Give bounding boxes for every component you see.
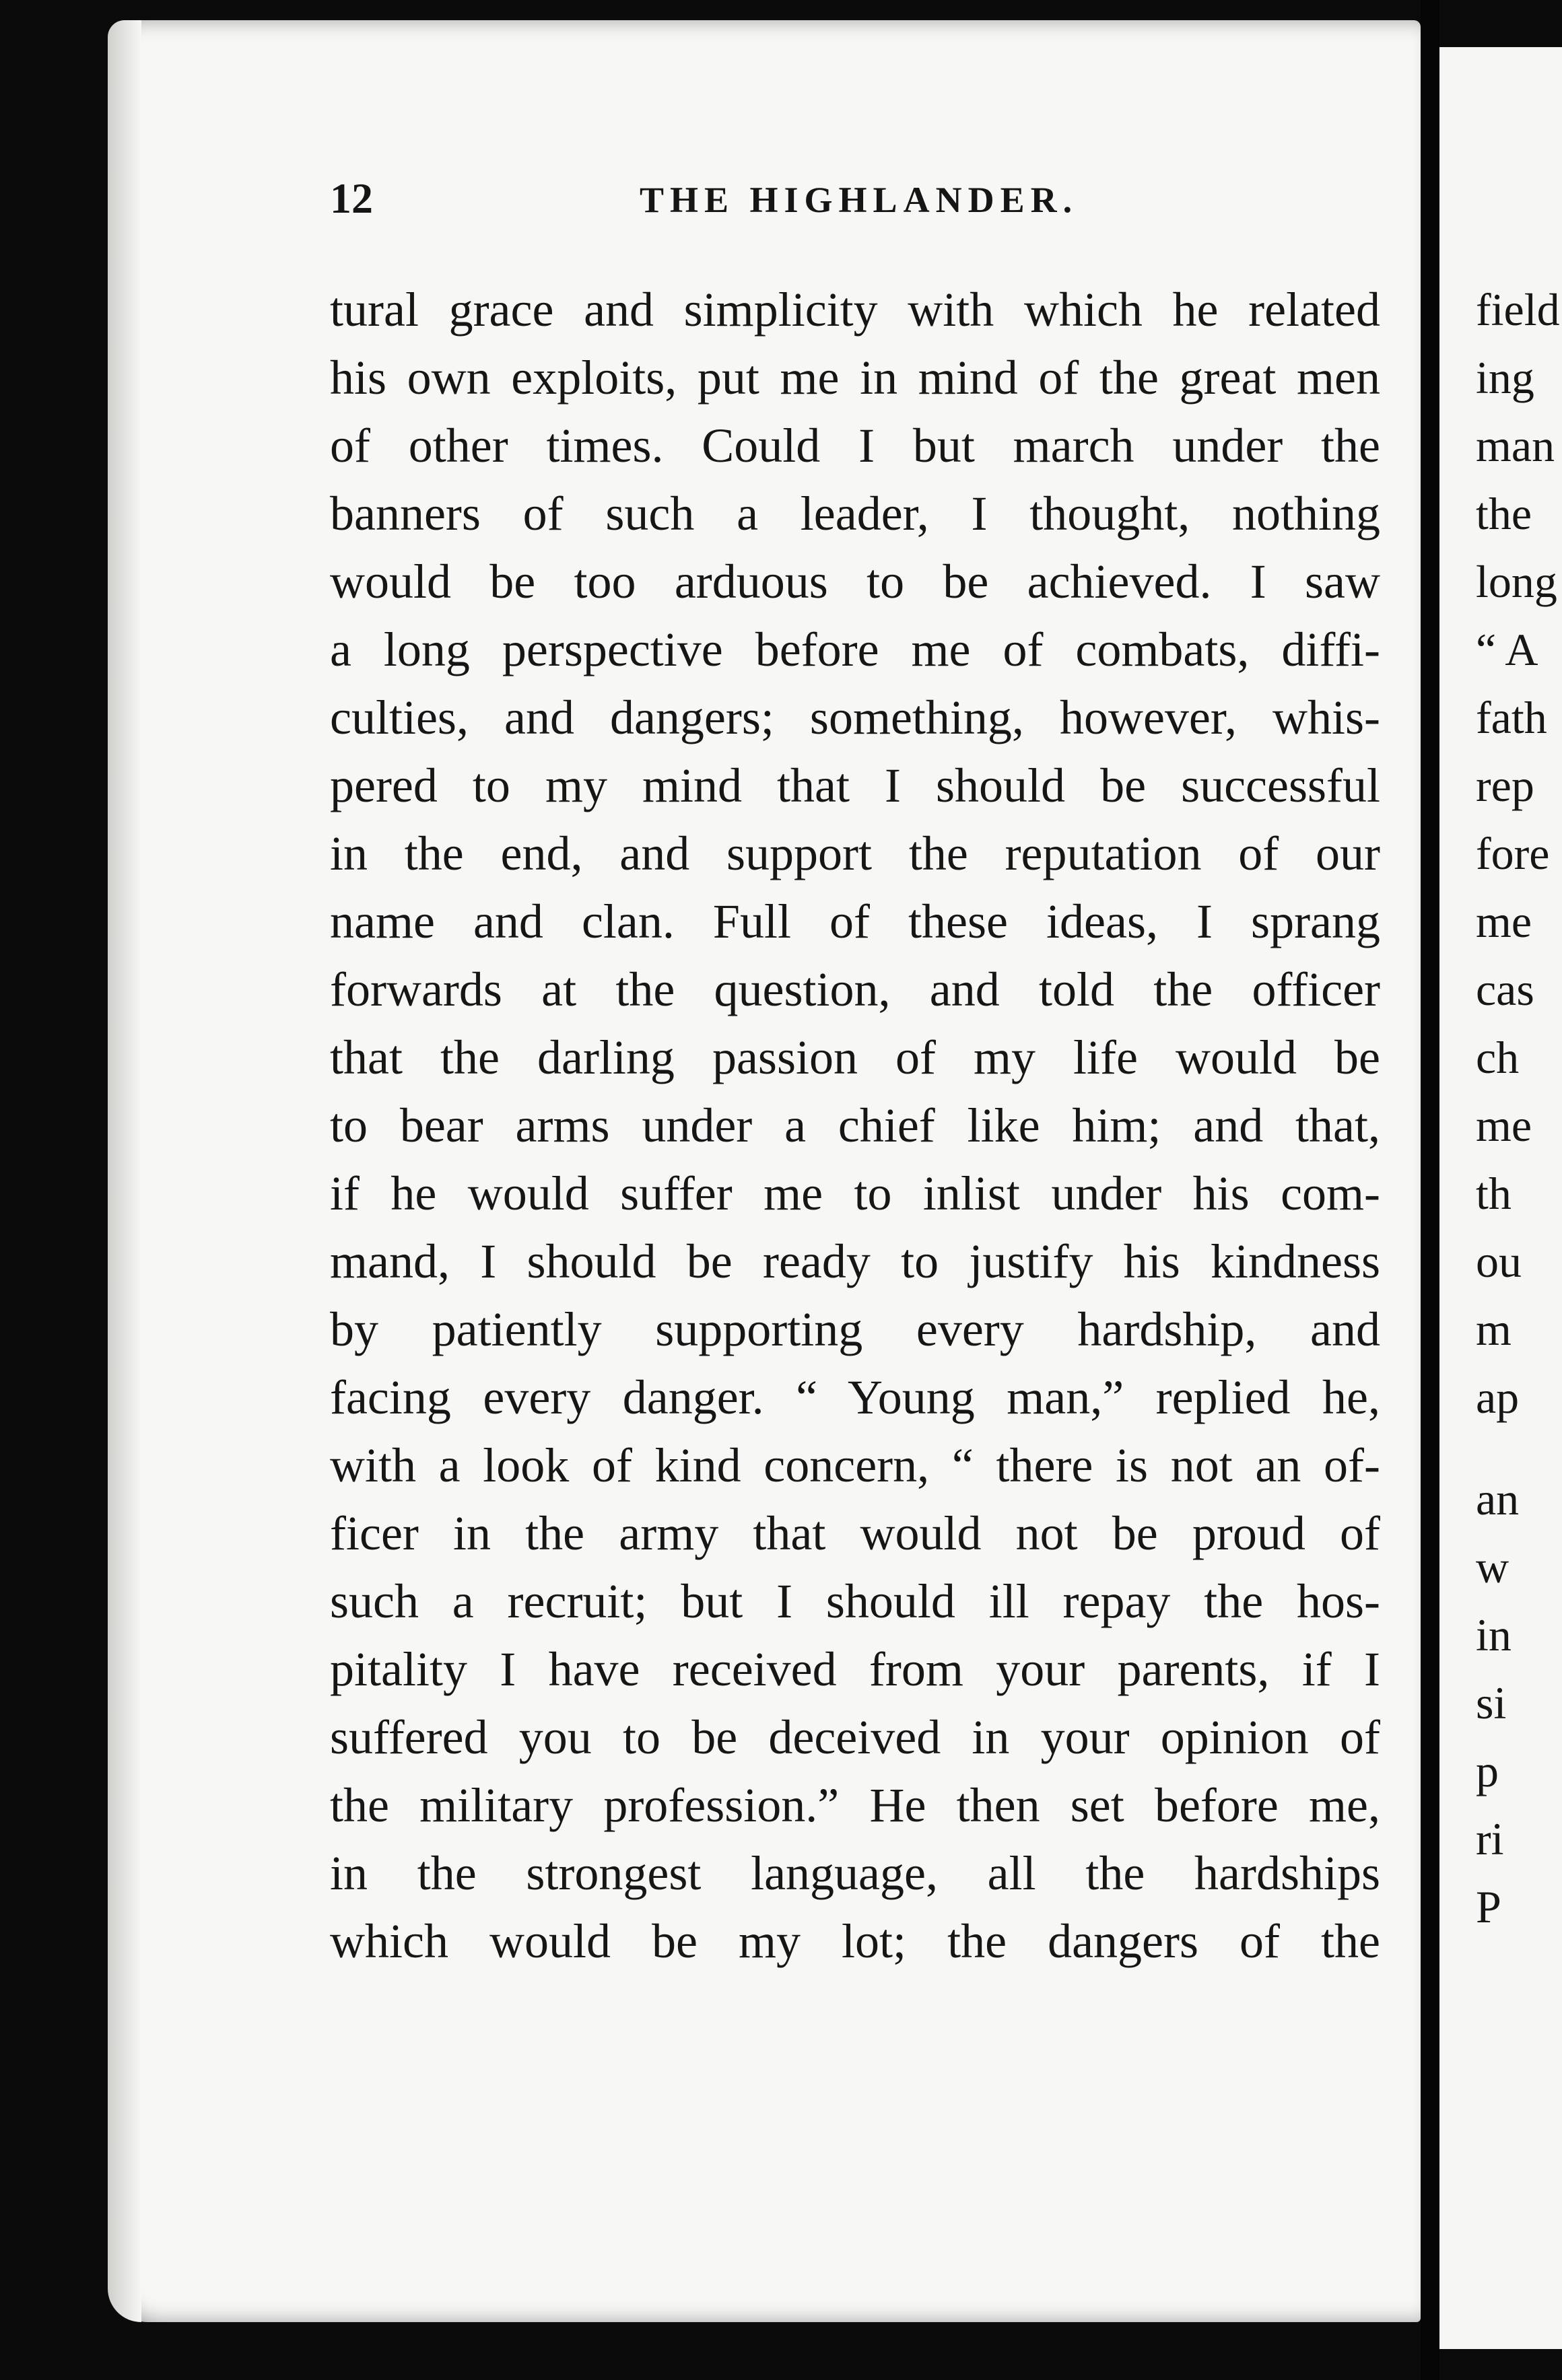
facing-line: w: [1476, 1541, 1509, 1593]
text-line: which would be my lot; the dangers of the: [330, 1914, 1380, 1968]
facing-line: “ A: [1476, 624, 1538, 675]
facing-line: in: [1476, 1609, 1512, 1660]
text-line: would be too arduous to be achieved. I saw: [330, 555, 1380, 608]
text-line: in the strongest language, all the hardships: [330, 1846, 1380, 1900]
text-line: pitality I have received from your parents, if I: [330, 1642, 1380, 1696]
text-line: the military profession.” He then set before me,: [330, 1778, 1380, 1832]
body-text: [330, 276, 1380, 1975]
text-line: a long perspective before me of combats, diffi-: [330, 623, 1380, 676]
facing-line: p: [1476, 1745, 1499, 1796]
facing-line: P: [1476, 1881, 1501, 1932]
facing-line: fath: [1476, 692, 1547, 743]
facing-line: cas: [1476, 964, 1534, 1015]
facing-line: field: [1476, 284, 1560, 335]
page-number: 12: [330, 174, 373, 222]
text-line: of other times. Could I but march under the: [330, 419, 1380, 473]
text-line: pered to my mind that I should be successful: [330, 759, 1380, 812]
facing-line: an: [1476, 1473, 1520, 1525]
text-line: culties, and dangers; something, however, whis-: [330, 691, 1380, 744]
text-line: mand, I should be ready to justify his kindness: [330, 1234, 1380, 1288]
text-line: to bear arms under a chief like him; and that,: [330, 1098, 1380, 1152]
text-line: in the end, and support the reputation of our: [330, 827, 1380, 880]
facing-line: rep: [1476, 760, 1534, 811]
facing-line: th: [1476, 1168, 1512, 1219]
facing-line: me: [1476, 1100, 1532, 1151]
text-line: with a look of kind concern, “ there is not an of-: [330, 1438, 1380, 1492]
running-head: THE HIGHLANDER.: [640, 180, 1079, 220]
book-gutter: [1421, 0, 1439, 2380]
facing-line: ri: [1476, 1813, 1504, 1864]
facing-page-clip: [1476, 0, 1562, 2380]
facing-line: man: [1476, 420, 1555, 471]
facing-line: long: [1476, 556, 1557, 607]
text-line: banners of such a leader, I thought, nothing: [330, 487, 1380, 540]
text-line: that the darling passion of my life would be: [330, 1030, 1380, 1084]
facing-page-text: [1476, 276, 1560, 1941]
facing-line: ap: [1476, 1372, 1520, 1423]
facing-line: the: [1476, 488, 1532, 539]
text-line: suffered you to be deceived in your opinion of: [330, 1710, 1380, 1764]
text-line: tural grace and simplicity with which he related: [330, 283, 1380, 337]
facing-line: ch: [1476, 1032, 1520, 1083]
facing-line: fore: [1476, 828, 1550, 879]
text-line: forwards at the question, and told the officer: [330, 963, 1380, 1016]
facing-line: m: [1476, 1304, 1512, 1355]
text-line: name and clan. Full of these ideas, I sprang: [330, 895, 1380, 948]
text-line: his own exploits, put me in mind of the great men: [330, 351, 1380, 405]
text-line: if he would suffer me to inlist under his com-: [330, 1166, 1380, 1220]
facing-line: me: [1476, 896, 1532, 947]
text-line: by patiently supporting every hardship, and: [330, 1302, 1380, 1356]
text-line: ficer in the army that would not be proud of: [330, 1506, 1380, 1560]
facing-line: ing: [1476, 352, 1534, 403]
text-line: facing every danger. “ Young man,” replied he,: [330, 1370, 1380, 1424]
facing-line: ou: [1476, 1236, 1522, 1287]
page-header: [330, 174, 1380, 234]
text-line: such a recruit; but I should ill repay the hos-: [330, 1574, 1380, 1628]
facing-line: si: [1476, 1677, 1507, 1728]
